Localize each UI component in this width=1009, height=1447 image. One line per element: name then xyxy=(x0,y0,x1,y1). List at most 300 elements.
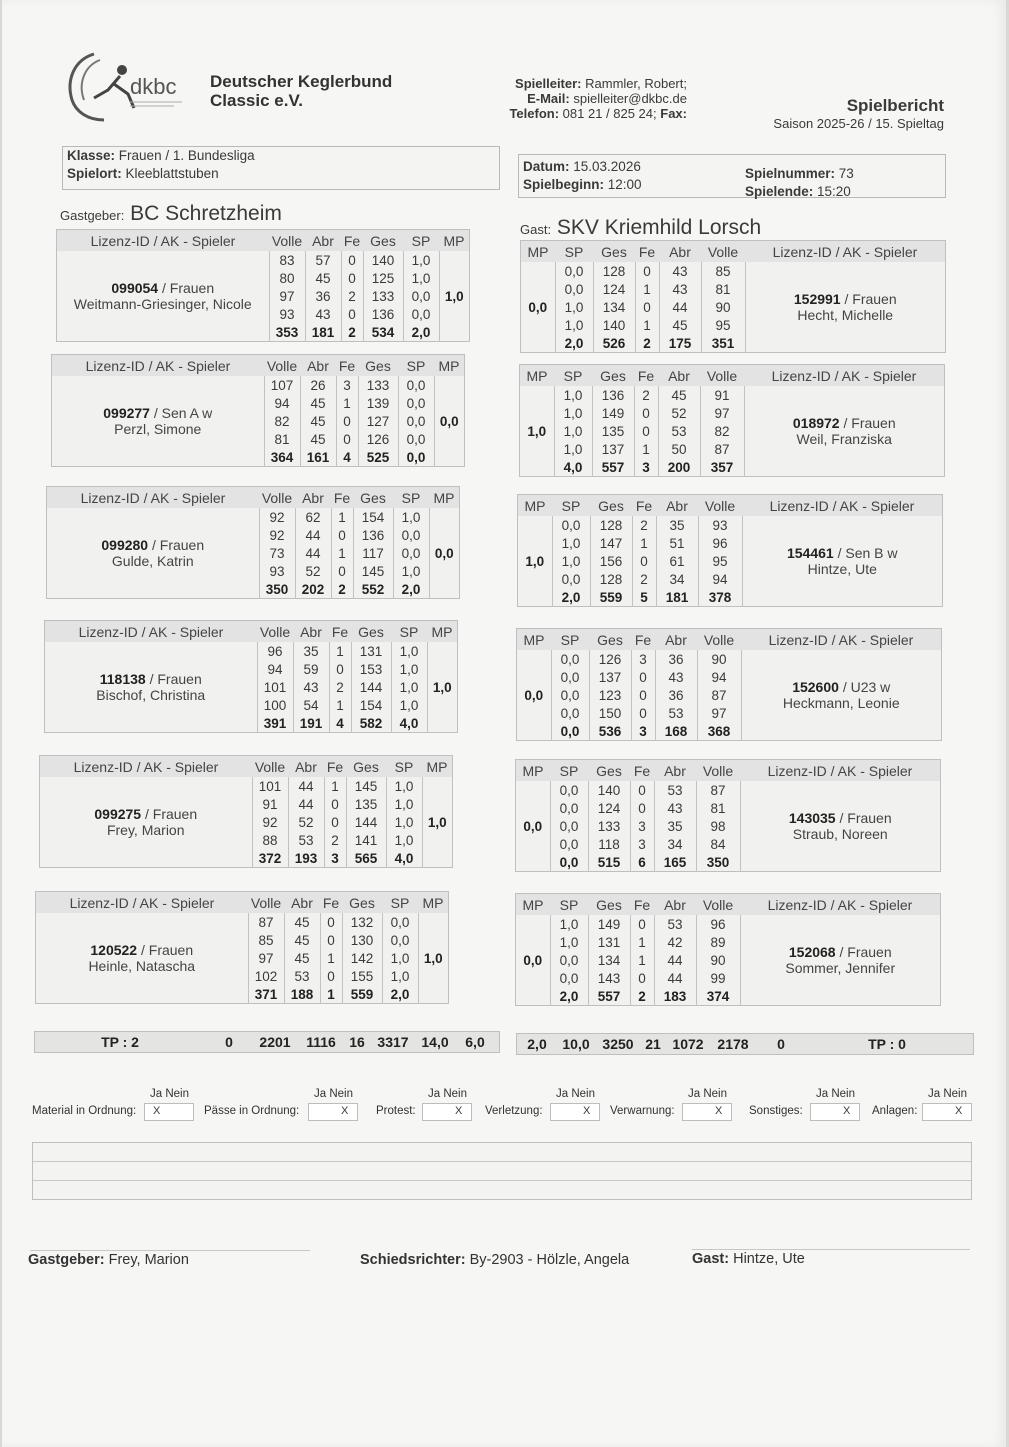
score-cell: 155 xyxy=(342,967,382,985)
col-player: Lizenz-ID / AK - Spieler xyxy=(740,760,941,782)
score-cell: 1 xyxy=(634,440,658,458)
score-cell: 2,0 xyxy=(552,588,590,607)
score-cell: 0 xyxy=(331,562,353,580)
player-id: 154461 xyxy=(786,545,834,561)
score-cell: 0,0 xyxy=(398,430,434,448)
score-cell: 52 xyxy=(658,404,700,422)
player-ak: / Frauen xyxy=(839,810,892,826)
ja-nein-header: Ja Nein xyxy=(428,1088,467,1100)
player-id: 152600 xyxy=(792,679,839,695)
ja-nein-checkbox[interactable] xyxy=(922,1103,972,1121)
score-cell: 43 xyxy=(654,799,696,817)
col-ges: Ges xyxy=(363,230,403,252)
signature-line xyxy=(692,1249,970,1250)
score-cell: 73 xyxy=(259,544,295,562)
score-cell: 43 xyxy=(659,262,701,280)
score-cell: 98 xyxy=(696,817,740,835)
home-player xyxy=(52,376,265,467)
col-sp: SP xyxy=(403,230,439,252)
score-cell: 1,0 xyxy=(386,777,422,795)
guest-player xyxy=(742,516,943,607)
score-cell: 87 xyxy=(248,913,284,931)
score-cell: 34 xyxy=(654,835,696,853)
score-cell: 53 xyxy=(654,781,696,799)
score-cell: 1 xyxy=(630,951,654,969)
score-cell: 156 xyxy=(590,552,632,570)
score-cell: 0,0 xyxy=(403,287,439,305)
col-fe: Fe xyxy=(634,365,658,387)
col-volle: Volle xyxy=(259,487,295,509)
guest-total-zero: 0 xyxy=(777,1036,785,1052)
check-mark: X xyxy=(455,1105,463,1117)
player-name: Heckmann, Leonie xyxy=(782,695,900,711)
score-cell: 118 xyxy=(588,835,630,853)
score-cell: 45 xyxy=(284,949,320,967)
score-cell: 372 xyxy=(252,849,288,868)
home-game-table xyxy=(56,229,470,342)
player-name: Hecht, Michelle xyxy=(797,307,894,323)
score-cell: 136 xyxy=(353,526,393,544)
home-game-table xyxy=(35,891,449,1004)
score-cell: 81 xyxy=(264,430,300,448)
score-cell: 85 xyxy=(248,931,284,949)
score-cell: 181 xyxy=(305,323,341,342)
player-name: Straub, Noreen xyxy=(792,826,888,842)
score-cell: 1,0 xyxy=(403,269,439,287)
report-title: Spielbericht xyxy=(846,96,944,115)
col-mp: MP xyxy=(439,230,470,252)
home-team-label: Gastgeber: xyxy=(60,208,125,223)
score-cell: 1,0 xyxy=(393,562,429,580)
guest-total-volle: 2178 xyxy=(717,1036,749,1052)
score-cell: 1,0 xyxy=(386,813,422,831)
lane-row xyxy=(45,642,458,660)
score-cell: 2 xyxy=(324,831,346,849)
col-player: Lizenz-ID / AK - Spieler xyxy=(745,241,946,263)
score-cell: 149 xyxy=(588,915,630,933)
score-cell: 0,0 xyxy=(398,394,434,412)
score-cell: 582 xyxy=(351,714,391,733)
score-cell: 36 xyxy=(655,650,697,668)
report-header xyxy=(742,96,944,131)
score-cell: 143 xyxy=(588,969,630,987)
score-cell: 150 xyxy=(589,704,631,722)
score-cell: 57 xyxy=(305,251,341,269)
score-cell: 0 xyxy=(320,931,342,949)
home-game-table xyxy=(39,755,453,868)
check-mark: X xyxy=(715,1105,723,1117)
score-cell: 1,0 xyxy=(382,949,418,967)
score-cell: 133 xyxy=(363,287,403,305)
ja-nein-checkbox[interactable] xyxy=(682,1103,732,1121)
remarks-line xyxy=(33,1161,971,1162)
score-cell: 90 xyxy=(697,650,741,668)
org-name xyxy=(210,72,392,110)
score-cell: 1,0 xyxy=(554,404,592,422)
score-cell: 45 xyxy=(659,316,701,334)
guest-game-table xyxy=(516,628,942,741)
col-sp: SP xyxy=(393,487,429,509)
score-cell: 0,0 xyxy=(552,516,590,534)
col-abr: Abr xyxy=(658,365,700,387)
score-cell: 90 xyxy=(696,951,740,969)
guest-sign-name: Hintze, Ute xyxy=(733,1251,805,1267)
home-mp: 1,0 xyxy=(427,814,447,830)
score-cell: 0 xyxy=(630,781,654,799)
score-cell: 126 xyxy=(589,650,631,668)
col-abr: Abr xyxy=(655,629,697,651)
datum-value: 15.03.2026 xyxy=(573,159,641,174)
score-cell: 137 xyxy=(592,440,634,458)
referee-label: Schiedsrichter: xyxy=(360,1252,466,1268)
col-fe: Fe xyxy=(630,760,654,782)
guest-game-table xyxy=(520,240,946,353)
guest-mp: 0,0 xyxy=(524,687,544,703)
remarks-box xyxy=(32,1142,972,1200)
col-sp: SP xyxy=(398,355,434,377)
score-cell: 2,0 xyxy=(393,580,429,599)
score-cell: 0 xyxy=(632,552,656,570)
col-mp: MP xyxy=(418,892,449,914)
player-name: Weil, Franziska xyxy=(796,431,892,447)
home-game-table xyxy=(46,486,460,599)
col-mp: MP xyxy=(434,355,465,377)
score-cell: 2 xyxy=(632,516,656,534)
score-cell: 97 xyxy=(269,287,305,305)
col-volle: Volle xyxy=(696,760,740,782)
score-cell: 6 xyxy=(630,853,654,872)
score-cell: 139 xyxy=(358,394,398,412)
score-cell: 124 xyxy=(593,280,635,298)
guest-player xyxy=(745,262,946,353)
score-cell: 0 xyxy=(320,913,342,931)
col-ges: Ges xyxy=(588,760,630,782)
col-fe: Fe xyxy=(635,241,659,263)
home-mp: 1,0 xyxy=(444,288,464,304)
score-cell: 95 xyxy=(698,552,742,570)
col-player: Lizenz-ID / AK - Spieler xyxy=(52,355,265,377)
score-cell: 1 xyxy=(336,394,358,412)
col-volle: Volle xyxy=(269,230,305,252)
home-total-abr: 1116 xyxy=(306,1034,336,1050)
col-abr: Abr xyxy=(288,756,324,778)
score-cell: 0 xyxy=(324,795,346,813)
ja-nein-header: Ja Nein xyxy=(816,1088,855,1100)
col-player: Lizenz-ID / AK - Spieler xyxy=(40,756,253,778)
guest-mp: 1,0 xyxy=(525,553,545,569)
col-mp: MP xyxy=(521,241,556,263)
lane-row xyxy=(521,262,946,280)
ja-nein-checkbox[interactable] xyxy=(308,1103,358,1121)
score-cell: 371 xyxy=(248,985,284,1004)
score-cell: 0 xyxy=(634,422,658,440)
score-cell: 0 xyxy=(631,704,655,722)
score-cell: 35 xyxy=(654,817,696,835)
dkbc-logo xyxy=(64,50,194,122)
player-ak: / Frauen xyxy=(140,942,194,958)
score-cell: 94 xyxy=(698,570,742,588)
score-cell: 5 xyxy=(632,588,656,607)
score-cell: 97 xyxy=(700,404,744,422)
player-id: 152068 xyxy=(788,944,836,960)
home-total-mp: 6,0 xyxy=(465,1034,485,1050)
score-cell: 44 xyxy=(654,951,696,969)
lane-row xyxy=(57,251,470,269)
check-mark: X xyxy=(153,1105,161,1117)
score-cell: 0 xyxy=(634,404,658,422)
score-cell: 0 xyxy=(341,305,363,323)
score-cell: 0,0 xyxy=(393,544,429,562)
score-cell: 1 xyxy=(320,949,342,967)
player-name: Weitmann-Griesinger, Nicole xyxy=(73,296,252,312)
col-sp: SP xyxy=(555,241,593,263)
col-sp: SP xyxy=(554,365,592,387)
home-game-table xyxy=(44,620,458,733)
col-player: Lizenz-ID / AK - Spieler xyxy=(47,487,260,509)
ja-nein-header: Ja Nein xyxy=(688,1088,727,1100)
col-fe: Fe xyxy=(336,355,358,377)
guest-game-table xyxy=(517,494,943,607)
score-cell: 94 xyxy=(264,394,300,412)
score-cell: 81 xyxy=(696,799,740,817)
guest-player xyxy=(744,386,945,477)
check-mark: X xyxy=(341,1105,349,1117)
lane-row xyxy=(36,913,449,931)
score-cell: 0,0 xyxy=(382,913,418,931)
score-cell: 1 xyxy=(324,777,346,795)
player-id: 018972 xyxy=(792,415,840,431)
home-team-name: BC Schretzheim xyxy=(130,202,282,225)
col-player: Lizenz-ID / AK - Spieler xyxy=(741,629,942,651)
score-cell: 141 xyxy=(346,831,386,849)
home-mp: 1,0 xyxy=(432,679,452,695)
org-line2: Classic e.V. xyxy=(210,91,303,110)
home-total-volle: 2201 xyxy=(259,1034,291,1050)
score-cell: 165 xyxy=(654,853,696,872)
signature-line xyxy=(30,1250,310,1251)
score-cell: 1,0 xyxy=(403,251,439,269)
email-value: spielleiter@dkbc.de xyxy=(573,91,687,106)
score-cell: 88 xyxy=(252,831,288,849)
ja-nein-checkbox[interactable] xyxy=(810,1103,860,1121)
player-ak: / Frauen xyxy=(843,415,896,431)
score-cell: 0,0 xyxy=(550,781,588,799)
score-cell: 45 xyxy=(284,931,320,949)
score-cell: 0 xyxy=(635,298,659,316)
score-cell: 45 xyxy=(305,269,341,287)
score-cell: 0,0 xyxy=(551,668,589,686)
score-cell: 391 xyxy=(257,714,293,733)
score-cell: 557 xyxy=(588,987,630,1006)
col-sp: SP xyxy=(552,495,590,517)
score-cell: 557 xyxy=(592,458,634,477)
score-cell: 3 xyxy=(631,722,655,741)
score-cell: 59 xyxy=(293,660,329,678)
home-totals xyxy=(34,1031,500,1053)
check-label: Anlagen: xyxy=(872,1105,918,1117)
score-cell: 0,0 xyxy=(382,931,418,949)
score-cell: 144 xyxy=(346,813,386,831)
score-cell: 91 xyxy=(700,386,744,404)
col-ges: Ges xyxy=(593,241,635,263)
score-cell: 80 xyxy=(269,269,305,287)
score-cell: 101 xyxy=(257,678,293,696)
player-id: 099280 xyxy=(101,537,149,553)
check-label: Sonstiges: xyxy=(749,1105,803,1117)
score-cell: 0 xyxy=(336,412,358,430)
score-cell: 4,0 xyxy=(391,714,427,733)
score-cell: 36 xyxy=(305,287,341,305)
player-ak: / Frauen xyxy=(151,537,205,553)
score-cell: 123 xyxy=(589,686,631,704)
ja-nein-checkbox[interactable] xyxy=(144,1103,194,1121)
score-cell: 4,0 xyxy=(554,458,592,477)
score-cell: 0 xyxy=(341,251,363,269)
score-cell: 0 xyxy=(331,526,353,544)
score-cell: 130 xyxy=(342,931,382,949)
score-cell: 53 xyxy=(284,967,320,985)
season: Saison 2025-26 / 15. Spieltag xyxy=(773,116,944,131)
score-cell: 145 xyxy=(346,777,386,795)
col-mp: MP xyxy=(427,621,458,643)
col-player: Lizenz-ID / AK - Spieler xyxy=(742,495,943,517)
score-cell: 2,0 xyxy=(550,987,588,1006)
score-cell: 353 xyxy=(269,323,305,342)
score-cell: 378 xyxy=(698,588,742,607)
score-cell: 124 xyxy=(588,799,630,817)
col-mp: MP xyxy=(516,894,551,916)
score-cell: 52 xyxy=(288,813,324,831)
score-cell: 202 xyxy=(295,580,331,599)
score-cell: 0,0 xyxy=(552,570,590,588)
score-cell: 552 xyxy=(353,580,393,599)
score-cell: 102 xyxy=(248,967,284,985)
score-cell: 191 xyxy=(293,714,329,733)
score-cell: 99 xyxy=(696,969,740,987)
score-cell: 3 xyxy=(630,835,654,853)
score-cell: 136 xyxy=(592,386,634,404)
score-cell: 81 xyxy=(701,280,745,298)
check-label: Material in Ordnung: xyxy=(32,1105,137,1117)
score-cell: 128 xyxy=(590,570,632,588)
score-cell: 133 xyxy=(588,817,630,835)
col-abr: Abr xyxy=(284,892,320,914)
player-name: Gulde, Katrin xyxy=(111,553,194,569)
score-cell: 2 xyxy=(635,334,659,353)
score-cell: 45 xyxy=(300,412,336,430)
col-volle: Volle xyxy=(252,756,288,778)
ja-nein-checkbox[interactable] xyxy=(550,1103,600,1121)
score-cell: 1,0 xyxy=(552,534,590,552)
col-mp: MP xyxy=(429,487,460,509)
col-fe: Fe xyxy=(631,629,655,651)
email-label: E-Mail: xyxy=(527,91,570,106)
score-cell: 61 xyxy=(656,552,698,570)
score-cell: 1 xyxy=(320,985,342,1004)
score-cell: 43 xyxy=(659,280,701,298)
col-ges: Ges xyxy=(588,894,630,916)
col-abr: Abr xyxy=(293,621,329,643)
score-cell: 161 xyxy=(300,448,336,467)
score-cell: 3 xyxy=(634,458,658,477)
player-name: Bischof, Christina xyxy=(96,687,206,703)
score-cell: 2,0 xyxy=(555,334,593,353)
score-cell: 1,0 xyxy=(552,552,590,570)
lane-row xyxy=(517,650,942,668)
player-ak: / Frauen xyxy=(144,806,198,822)
score-cell: 145 xyxy=(353,562,393,580)
player-name: Frey, Marion xyxy=(106,822,185,838)
home-mp: 0,0 xyxy=(439,413,459,429)
org-line1: Deutscher Keglerbund xyxy=(210,72,393,91)
score-cell: 1 xyxy=(331,544,353,562)
check-label: Pässe in Ordnung: xyxy=(204,1105,300,1117)
player-id: 099277 xyxy=(103,405,150,421)
score-cell: 0 xyxy=(635,262,659,280)
guest-team-name: SKV Kriemhild Lorsch xyxy=(556,216,762,239)
score-cell: 357 xyxy=(700,458,744,477)
score-cell: 44 xyxy=(659,298,701,316)
score-cell: 94 xyxy=(697,668,741,686)
score-cell: 43 xyxy=(293,678,329,696)
score-cell: 128 xyxy=(593,262,635,280)
score-cell: 0 xyxy=(341,269,363,287)
home-player xyxy=(45,642,258,733)
col-abr: Abr xyxy=(305,230,341,252)
score-cell: 45 xyxy=(300,430,336,448)
fax-label: Fax: xyxy=(660,106,687,121)
score-cell: 0,0 xyxy=(550,817,588,835)
player-name: Heinle, Natascha xyxy=(88,958,196,974)
lane-row xyxy=(516,915,941,933)
col-fe: Fe xyxy=(324,756,346,778)
score-cell: 44 xyxy=(295,526,331,544)
col-ges: Ges xyxy=(346,756,386,778)
home-team xyxy=(60,202,282,226)
score-cell: 0 xyxy=(324,813,346,831)
score-cell: 1 xyxy=(331,508,353,526)
guest-player xyxy=(740,781,941,872)
ja-nein-checkbox[interactable] xyxy=(422,1103,472,1121)
score-cell: 44 xyxy=(654,969,696,987)
score-cell: 1,0 xyxy=(386,831,422,849)
guest-mp: 0,0 xyxy=(528,299,548,315)
score-cell: 0 xyxy=(631,686,655,704)
score-cell: 135 xyxy=(346,795,386,813)
score-cell: 0,0 xyxy=(393,526,429,544)
ja-nein-header: Ja Nein xyxy=(314,1088,353,1100)
score-cell: 1 xyxy=(635,280,659,298)
spielleiter-label: Spielleiter: xyxy=(515,76,582,91)
score-cell: 350 xyxy=(259,580,295,599)
col-sp: SP xyxy=(391,621,427,643)
class-box xyxy=(62,146,500,190)
score-cell: 137 xyxy=(589,668,631,686)
score-cell: 93 xyxy=(269,305,305,323)
col-abr: Abr xyxy=(659,241,701,263)
score-cell: 90 xyxy=(701,298,745,316)
score-cell: 0,0 xyxy=(403,305,439,323)
score-cell: 127 xyxy=(358,412,398,430)
referee-name: By-2903 - Hölzle, Angela xyxy=(469,1252,630,1268)
home-player xyxy=(47,508,260,599)
col-abr: Abr xyxy=(654,760,696,782)
score-cell: 1 xyxy=(635,316,659,334)
score-cell: 93 xyxy=(698,516,742,534)
score-cell: 45 xyxy=(658,386,700,404)
home-player xyxy=(36,913,249,1004)
score-cell: 0 xyxy=(631,668,655,686)
